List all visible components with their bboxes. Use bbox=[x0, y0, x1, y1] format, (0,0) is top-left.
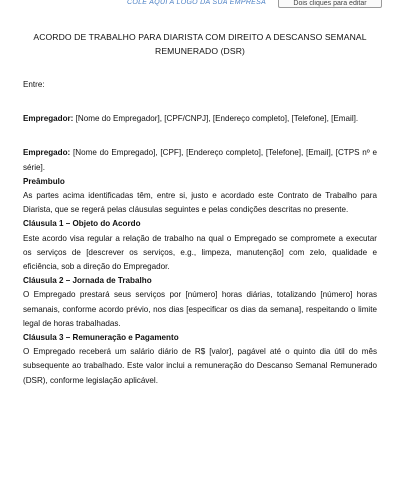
document-body bbox=[23, 30, 377, 388]
employee-details: [Nome do Empregado], [CPF], [Endereço completo], [Telefone], [Email], [CTPS nº e série]. bbox=[23, 148, 377, 172]
clause-2-text: O Empregado prestará seus serviços por [número] horas diárias, totalizando [número] horas semanais, conforme acordo prévio, nos dias [especificar os dias da semana], respeitando o limite legal de horas trabalhadas. bbox=[23, 290, 377, 328]
employee-label: Empregado: bbox=[23, 148, 71, 158]
clause-3-heading: Cláusula 3 – Remuneração e Pagamento bbox=[23, 333, 179, 343]
clause-2-heading: Cláusula 2 – Jornada de Trabalho bbox=[23, 276, 152, 286]
employer-label: Empregador: bbox=[23, 114, 74, 124]
preamble-text: As partes acima identificadas têm, entre si, justo e acordado este Contrato de Trabalho para Diarista, que se regerá pelas cláusulas seguintes e pelas condições descritas no presente. bbox=[23, 191, 377, 215]
clause-1-text: Este acordo visa regular a relação de trabalho na qual o Empregado se compromete a executar os serviços de [descrever os serviços, e.g., limpeza, manutenção] com zelo, qualidade e eficiência, sob a direção do Empregador. bbox=[23, 233, 377, 272]
parties-intro: Entre: bbox=[23, 80, 45, 89]
logo-placeholder[interactable]: COLE AQUI A LOGO DA SUA EMPRESA bbox=[127, 0, 267, 6]
document-title: ACORDO DE TRABALHO PARA DIARISTA COM DIREITO A DESCANSO SEMANAL REMUNERADO (DSR) bbox=[33, 32, 367, 56]
clause-3-text: O Empregado receberá um salário diário de R$ [valor], pagável até o quinto dia útil do mês subsequente ao trabalhado. Este valor inclui a remuneração do Descanso Semanal Remunerado (DSR), conforme legislação aplicável. bbox=[23, 347, 377, 385]
edit-button[interactable]: Dois cliques para editar bbox=[278, 0, 382, 8]
preamble-heading: Preâmbulo bbox=[23, 176, 65, 186]
employer-paragraph bbox=[23, 112, 377, 126]
document-header bbox=[0, 0, 400, 14]
clause-1-heading: Cláusula 1 – Objeto do Acordo bbox=[23, 219, 141, 229]
employer-details: [Nome do Empregador], [CPF/CNPJ], [Endereço completo], [Telefone], [Email]. bbox=[73, 114, 359, 124]
employee-paragraph bbox=[23, 146, 377, 174]
